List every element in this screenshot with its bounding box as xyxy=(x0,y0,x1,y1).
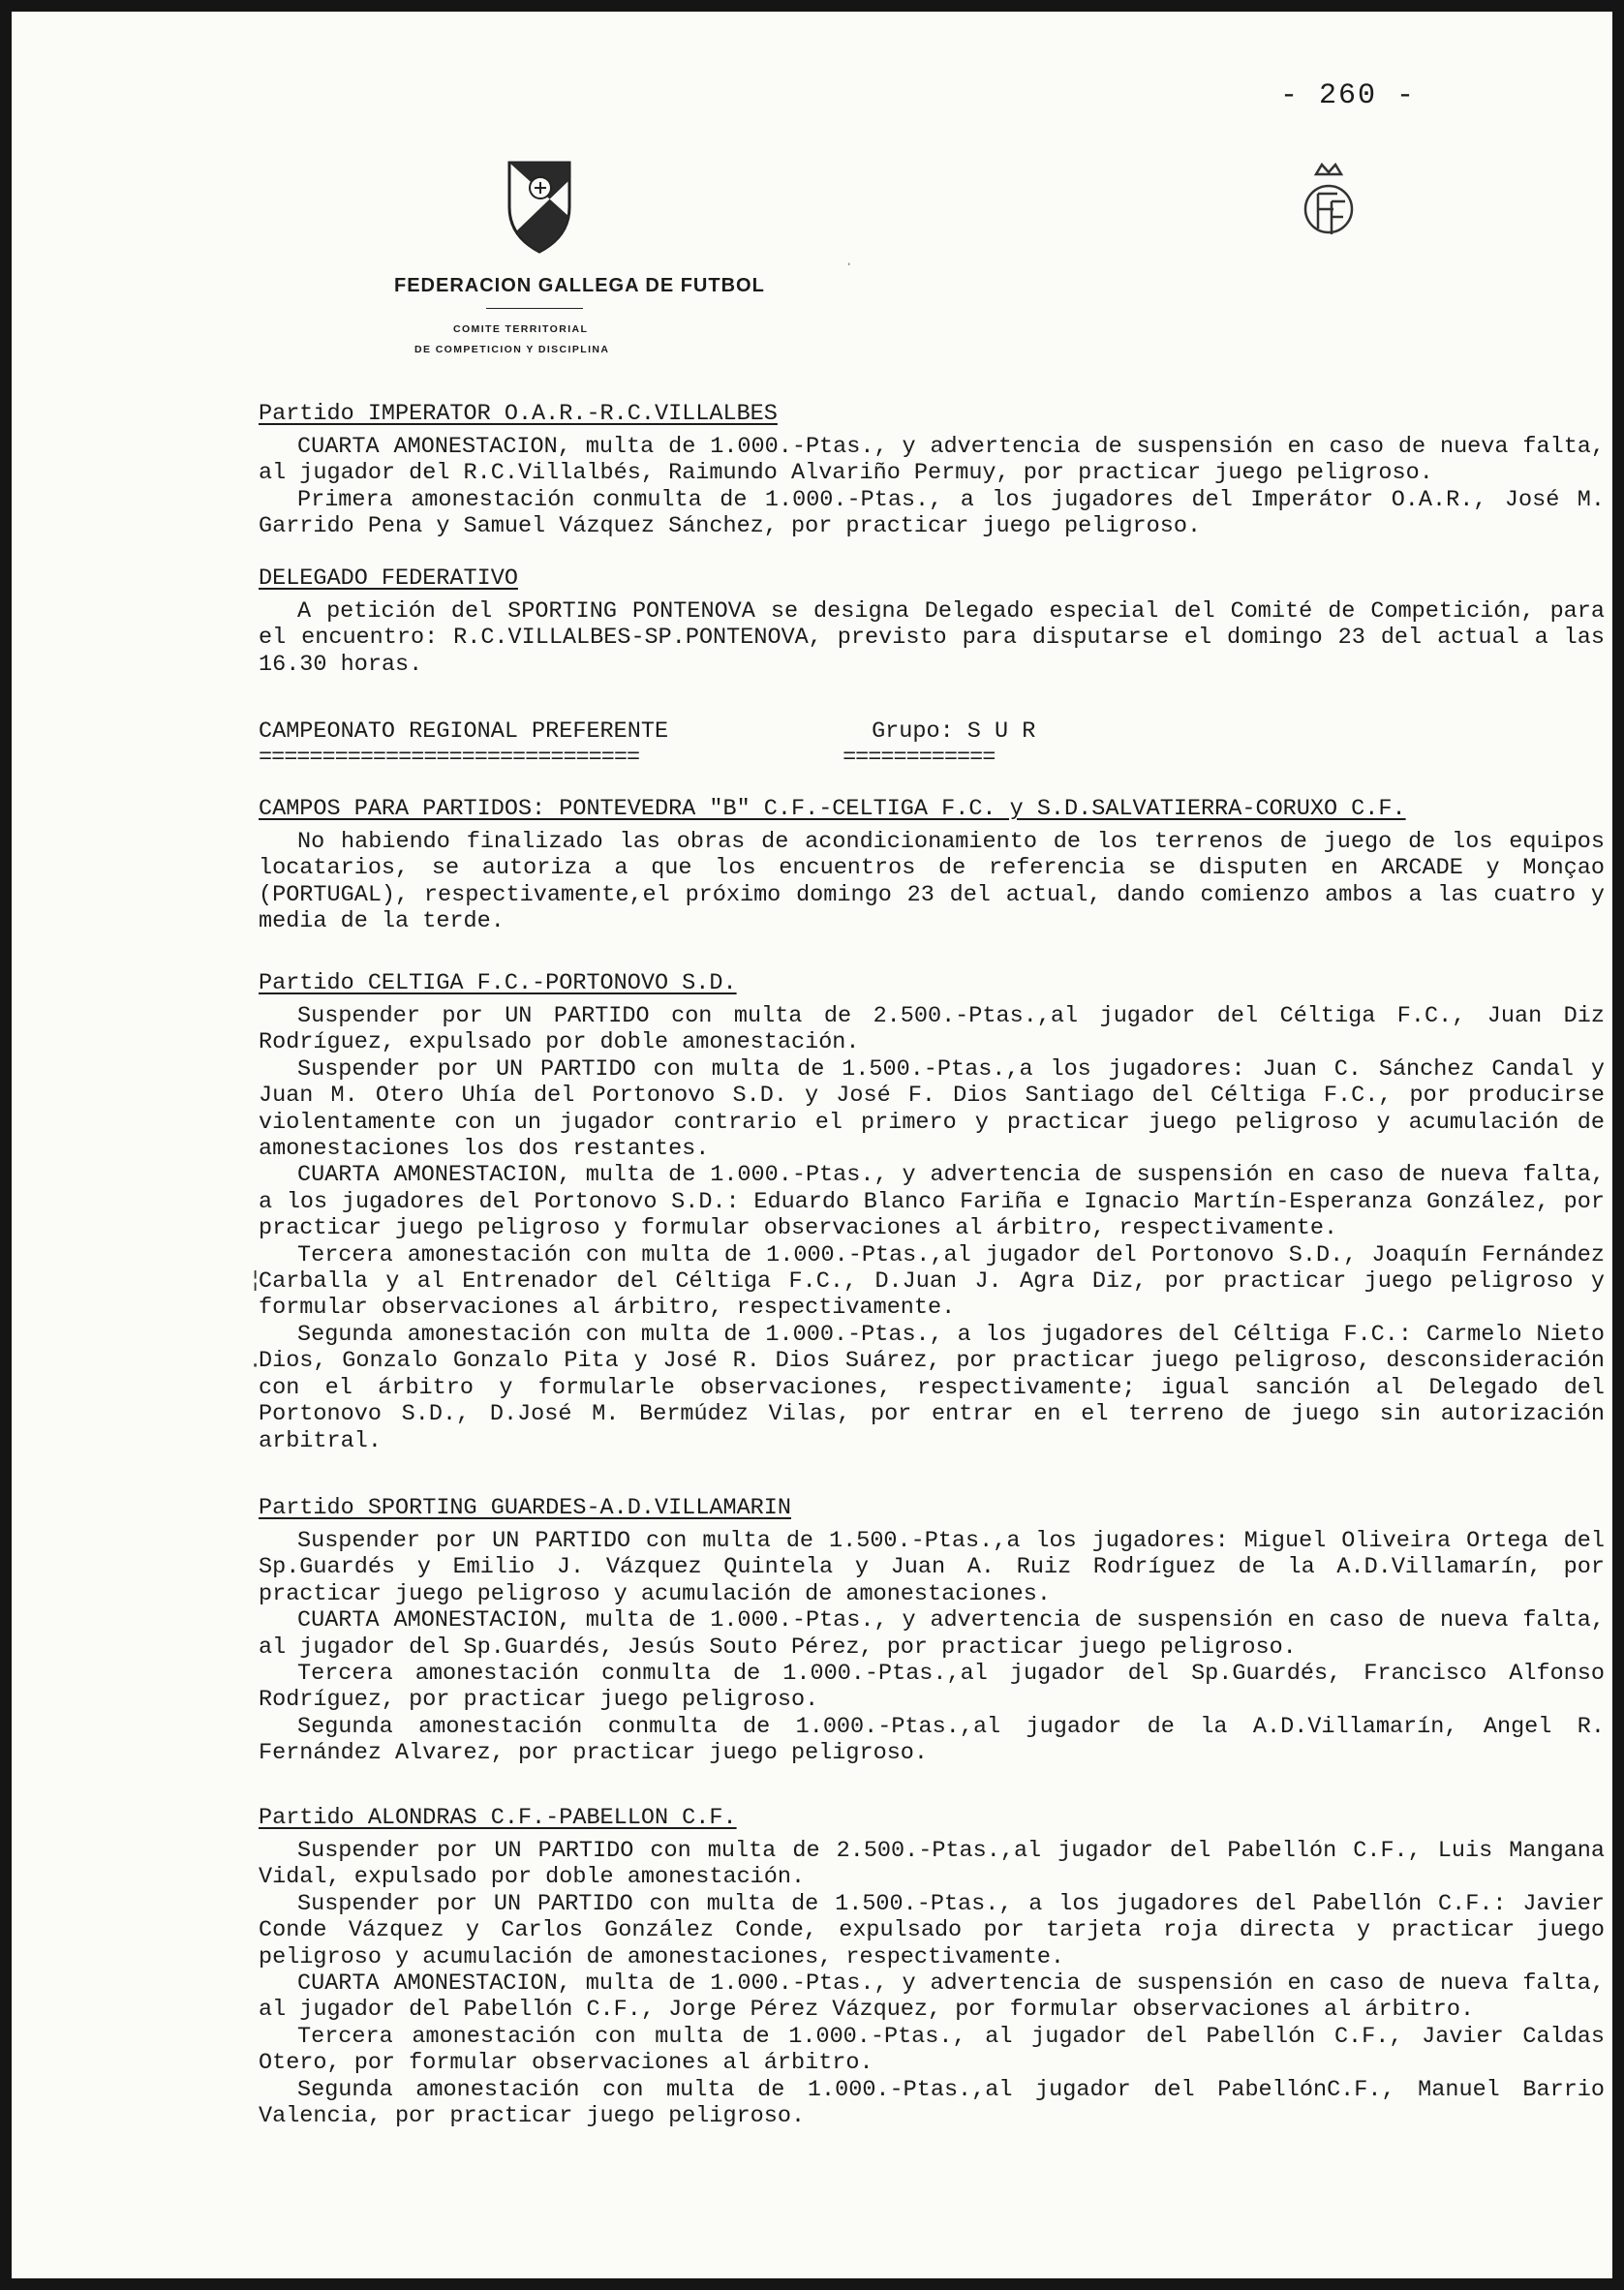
document-page xyxy=(12,12,1612,2278)
section-delegado-federativo xyxy=(259,565,1605,678)
campeonato-rule-row xyxy=(259,746,1605,771)
paragraph: Suspender por UN PARTIDO con multa de 1.500.-Ptas.,a los jugadores: Miguel Oliveira Ortega del Sp.Guardés y Emilio J. Vázquez Quintela y Juan A. Ruiz Rodríguez de la A.D.Villamarín, por practicar juego peligroso y acumulación de amonestaciones. xyxy=(259,1528,1605,1607)
section-guardes-villamarin xyxy=(259,1495,1605,1767)
paragraph: Primera amonestación conmulta de 1.000.-Ptas., a los jugadores del Imperátor O.A.R., José M. Garrido Pena y Samuel Vázquez Sánchez, por practicar juego peligroso. xyxy=(259,486,1605,540)
paragraph: CUARTA AMONESTACION, multa de 1.000.-Ptas., y advertencia de suspensión en caso de nueva falta, al jugador del R.C.Villalbés, Raimundo Alvariño Permuy, por practicar juego peligroso. xyxy=(259,434,1605,487)
paragraph: Suspender por UN PARTIDO con multa de 1.500.-Ptas., a los jugadores del Pabellón C.F.: Javier Conde Vázquez y Carlos González Conde, expulsado por tarjeta roja directa y practicar juego peligroso y acumulación de amonestaciones, respectivamente. xyxy=(259,1890,1605,1970)
section-body xyxy=(259,1838,1605,2129)
paragraph: Suspender por UN PARTIDO con multa de 1.500.-Ptas.,a los jugadores: Juan C. Sánchez Candal y Juan M. Otero Uhía del Portonovo S.D. y José F. Dios Santiago del Céltiga F.C., por producirse violentamente con un jugador contrario el primero y practicar juego peligroso y acumulación de amonestaciones los dos restantes. xyxy=(259,1055,1605,1163)
paragraph: Tercera amonestación conmulta de 1.000.-Ptas.,al jugador del Sp.Guardés, Francisco Alfonso Rodríguez, por practicar juego peligroso. xyxy=(259,1661,1605,1714)
section-body xyxy=(259,1528,1605,1767)
committee-line-1: COMITE TERRITORIAL xyxy=(453,323,589,335)
paragraph: CUARTA AMONESTACION, multa de 1.000.-Ptas., y advertencia de suspensión en caso de nueva falta, al jugador del Sp.Guardés, Jesús Souto Pérez, por practicar juego peligroso. xyxy=(259,1607,1605,1661)
paragraph: Tercera amonestación con multa de 1.000.-Ptas., al jugador del Pabellón C.F., Javier Caldas Otero, por formular observaciones al árbitro. xyxy=(259,2023,1605,2077)
stray-mark: ˈ xyxy=(844,261,854,279)
paragraph: CUARTA AMONESTACION, multa de 1.000.-Ptas., y advertencia de suspensión en caso de nueva falta, a los jugadores del Portonovo S.D.: Eduardo Blanco Fariña e Ignacio Martín-Esperanza González, por practicar juego peligroso y formular observaciones al árbitro, respectivamente. xyxy=(259,1162,1605,1242)
paragraph: Suspender por UN PARTIDO con multa de 2.500.-Ptas.,al jugador del Céltiga F.C., Juan Diz Rodríguez, expulsado por doble amonestación. xyxy=(259,1003,1605,1056)
page-number: - 260 - xyxy=(1280,79,1417,112)
campeonato-block xyxy=(259,718,1605,771)
section-imperator-villalbes xyxy=(259,401,1605,540)
section-alondras-pabellon xyxy=(259,1805,1605,2129)
section-heading: Partido ALONDRAS C.F.-PABELLON C.F. xyxy=(259,1805,737,1831)
section-heading: Partido IMPERATOR O.A.R.-R.C.VILLALBES xyxy=(259,401,778,427)
section-body xyxy=(259,829,1605,935)
paragraph: Segunda amonestación con multa de 1.000.-Ptas.,al jugador del PabellónC.F., Manuel Barrio Valencia, por practicar juego peligroso. xyxy=(259,2076,1605,2130)
federation-name-rule xyxy=(486,308,583,309)
section-body xyxy=(259,598,1605,678)
section-heading: CAMPOS PARA PARTIDOS: PONTEVEDRA "B" C.F.-CELTIGA F.C. y S.D.SALVATIERRA-CORUXO C.F. xyxy=(259,796,1406,822)
margin-marks: ¦ · xyxy=(249,1268,262,1378)
section-campos-partidos xyxy=(259,796,1605,935)
campeonato-group: Grupo: S U R xyxy=(872,718,1036,745)
section-heading: Partido CELTIGA F.C.-PORTONOVO S.D. xyxy=(259,970,737,996)
section-celtiga-portonovo xyxy=(259,970,1605,1454)
paragraph: Segunda amonestación conmulta de 1.000.-Ptas.,al jugador de la A.D.Villamarín, Angel R. Fernández Alvarez, por practicar juego peligroso. xyxy=(259,1713,1605,1767)
paragraph: No habiendo finalizado las obras de acondicionamiento de los terrenos de juego de los equipos locatarios, se autoriza a que los encuentros de referencia se disputen en ARCADE y Monçao (PORTUGAL), respectivamente,el próximo domingo 23 del actual, dando comienzo ambos a las cuatro y media de la terde. xyxy=(259,829,1605,935)
campeonato-group-rule: ============ xyxy=(843,745,996,771)
paragraph: CUARTA AMONESTACION, multa de 1.000.-Ptas., y advertencia de suspensión en caso de nueva falta, al jugador del Pabellón C.F., Jorge Pérez Vázquez, por formular observaciones al árbitro. xyxy=(259,1970,1605,2024)
section-heading: DELEGADO FEDERATIVO xyxy=(259,565,518,592)
shield-emblem-icon xyxy=(506,159,573,256)
campeonato-title-rule: ============================== xyxy=(259,745,640,771)
section-body xyxy=(259,1003,1605,1454)
paragraph: Suspender por UN PARTIDO con multa de 2.500.-Ptas.,al jugador del Pabellón C.F., Luis Mangana Vidal, expulsado por doble amonestación. xyxy=(259,1838,1605,1891)
paragraph: A petición del SPORTING PONTENOVA se designa Delegado especial del Comité de Competición, para el encuentro: R.C.VILLALBES-SP.PONTENOVA, previsto para disputarse el domingo 23 del actual a las 16.30 horas. xyxy=(259,598,1605,678)
federation-name: FEDERACION GALLEGA DE FUTBOL xyxy=(394,275,765,296)
crowned-cross-emblem-icon xyxy=(1295,159,1363,246)
paragraph: Tercera amonestación con multa de 1.000.-Ptas.,al jugador del Portonovo S.D., Joaquín Fernández Carballa y al Entrenador del Céltiga F.C., D.Juan J. Agra Diz, por practicar juego peligroso y formular observaciones al árbitro, respectivamente. xyxy=(259,1241,1605,1322)
campeonato-row xyxy=(259,718,1605,746)
campeonato-title: CAMPEONATO REGIONAL PREFERENTE xyxy=(259,718,669,745)
section-heading: Partido SPORTING GUARDES-A.D.VILLAMARIN xyxy=(259,1495,791,1521)
committee-line-2: DE COMPETICION Y DISCIPLINA xyxy=(414,344,610,355)
section-body xyxy=(259,434,1605,540)
paragraph: Segunda amonestación con multa de 1.000.-Ptas., a los jugadores del Céltiga F.C.: Carmelo Nieto Dios, Gonzalo Gonzalo Pita y José R. Dios Suárez, por practicar juego peligroso, desconsideración con el árbitro y formularle observaciones, respectivamente; igual sanción al Delegado del Portonovo S.D., D.José M. Bermúdez Vilas, por entrar en el terreno de juego sin autorización arbitral. xyxy=(259,1321,1605,1454)
